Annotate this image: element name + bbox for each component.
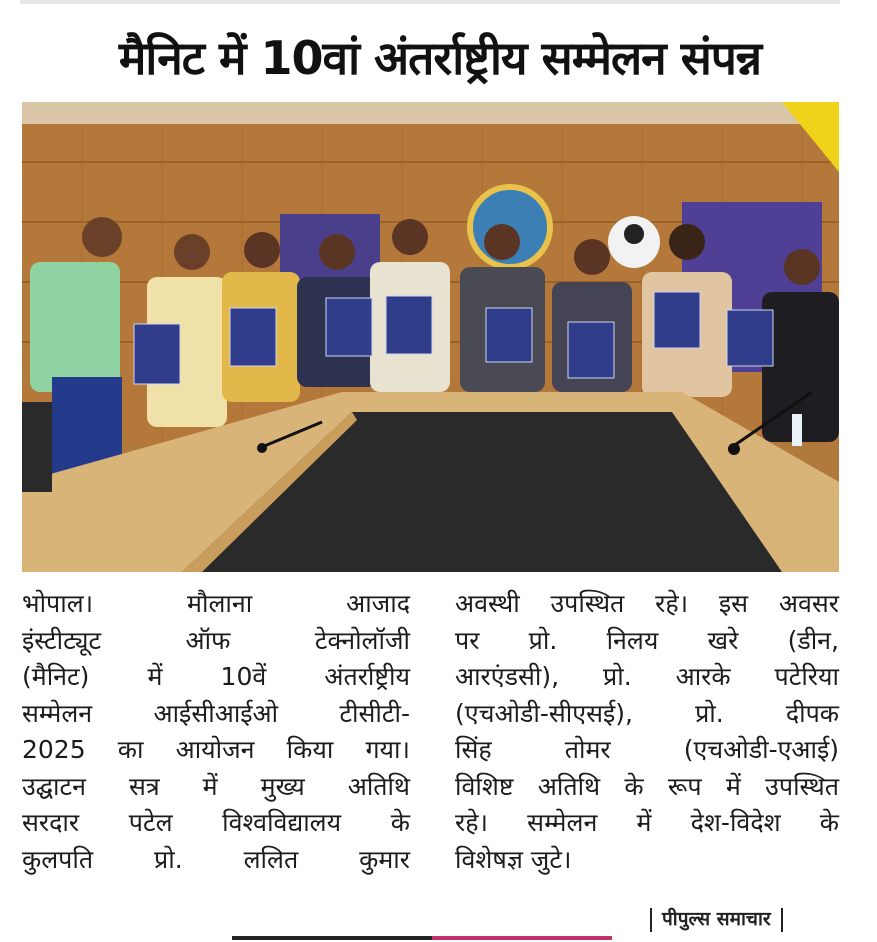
- article-column-left: [22, 586, 410, 878]
- article-line: इंस्टीट्यूट ऑफ टेक्नोलॉजी: [22, 625, 410, 655]
- news-photo: [22, 102, 839, 572]
- article-line: (एचओडी-सीएसई), प्रो. दीपक: [455, 698, 839, 728]
- article-line: (मैनिट) में 10वें अंतर्राष्ट्रीय: [22, 662, 410, 691]
- article-line: पर प्रो. निलय खरे (डीन,: [455, 625, 839, 655]
- article-line: कुलपति प्रो. ललित कुमार: [22, 844, 410, 874]
- article-line: उद्घाटन सत्र में मुख्य अतिथि: [22, 771, 410, 801]
- article-line: विशेषज्ञ जुटे।: [455, 844, 572, 874]
- top-rule: [20, 0, 840, 4]
- headline: मैनिट में 10वां अंतर्राष्ट्रीय सम्मेलन संपन्न: [118, 31, 762, 85]
- article-column-right: [455, 586, 839, 878]
- article-line: भोपाल। मौलाना आजाद: [22, 589, 410, 618]
- bottom-rule-accent: [432, 936, 612, 940]
- article-line: सम्मेलन आईसीआईओ टीसीटी-: [22, 698, 410, 728]
- conference-photo-illustration: [22, 102, 839, 572]
- article-line: 2025 का आयोजन किया गया।: [22, 735, 410, 764]
- article-line: सरदार पटेल विश्वविद्यालय के: [22, 808, 410, 837]
- byline-divider: [650, 908, 652, 932]
- byline-divider: [781, 908, 783, 932]
- article-line: विशिष्ट अतिथि के रूप में उपस्थित: [455, 771, 839, 801]
- article-line: अवस्थी उपस्थित रहे। इस अवसर: [455, 589, 839, 618]
- bottom-rule: [232, 936, 432, 940]
- article-line: सिंह तोमर (एचओडी-एआई): [455, 735, 839, 764]
- article-line: रहे। सम्मेलन में देश-विदेश के: [455, 808, 839, 837]
- article-line: आरएंडसी), प्रो. आरके पटेरिया: [455, 662, 839, 691]
- byline-source: पीपुल्स समाचार: [662, 908, 771, 930]
- byline: [640, 901, 840, 937]
